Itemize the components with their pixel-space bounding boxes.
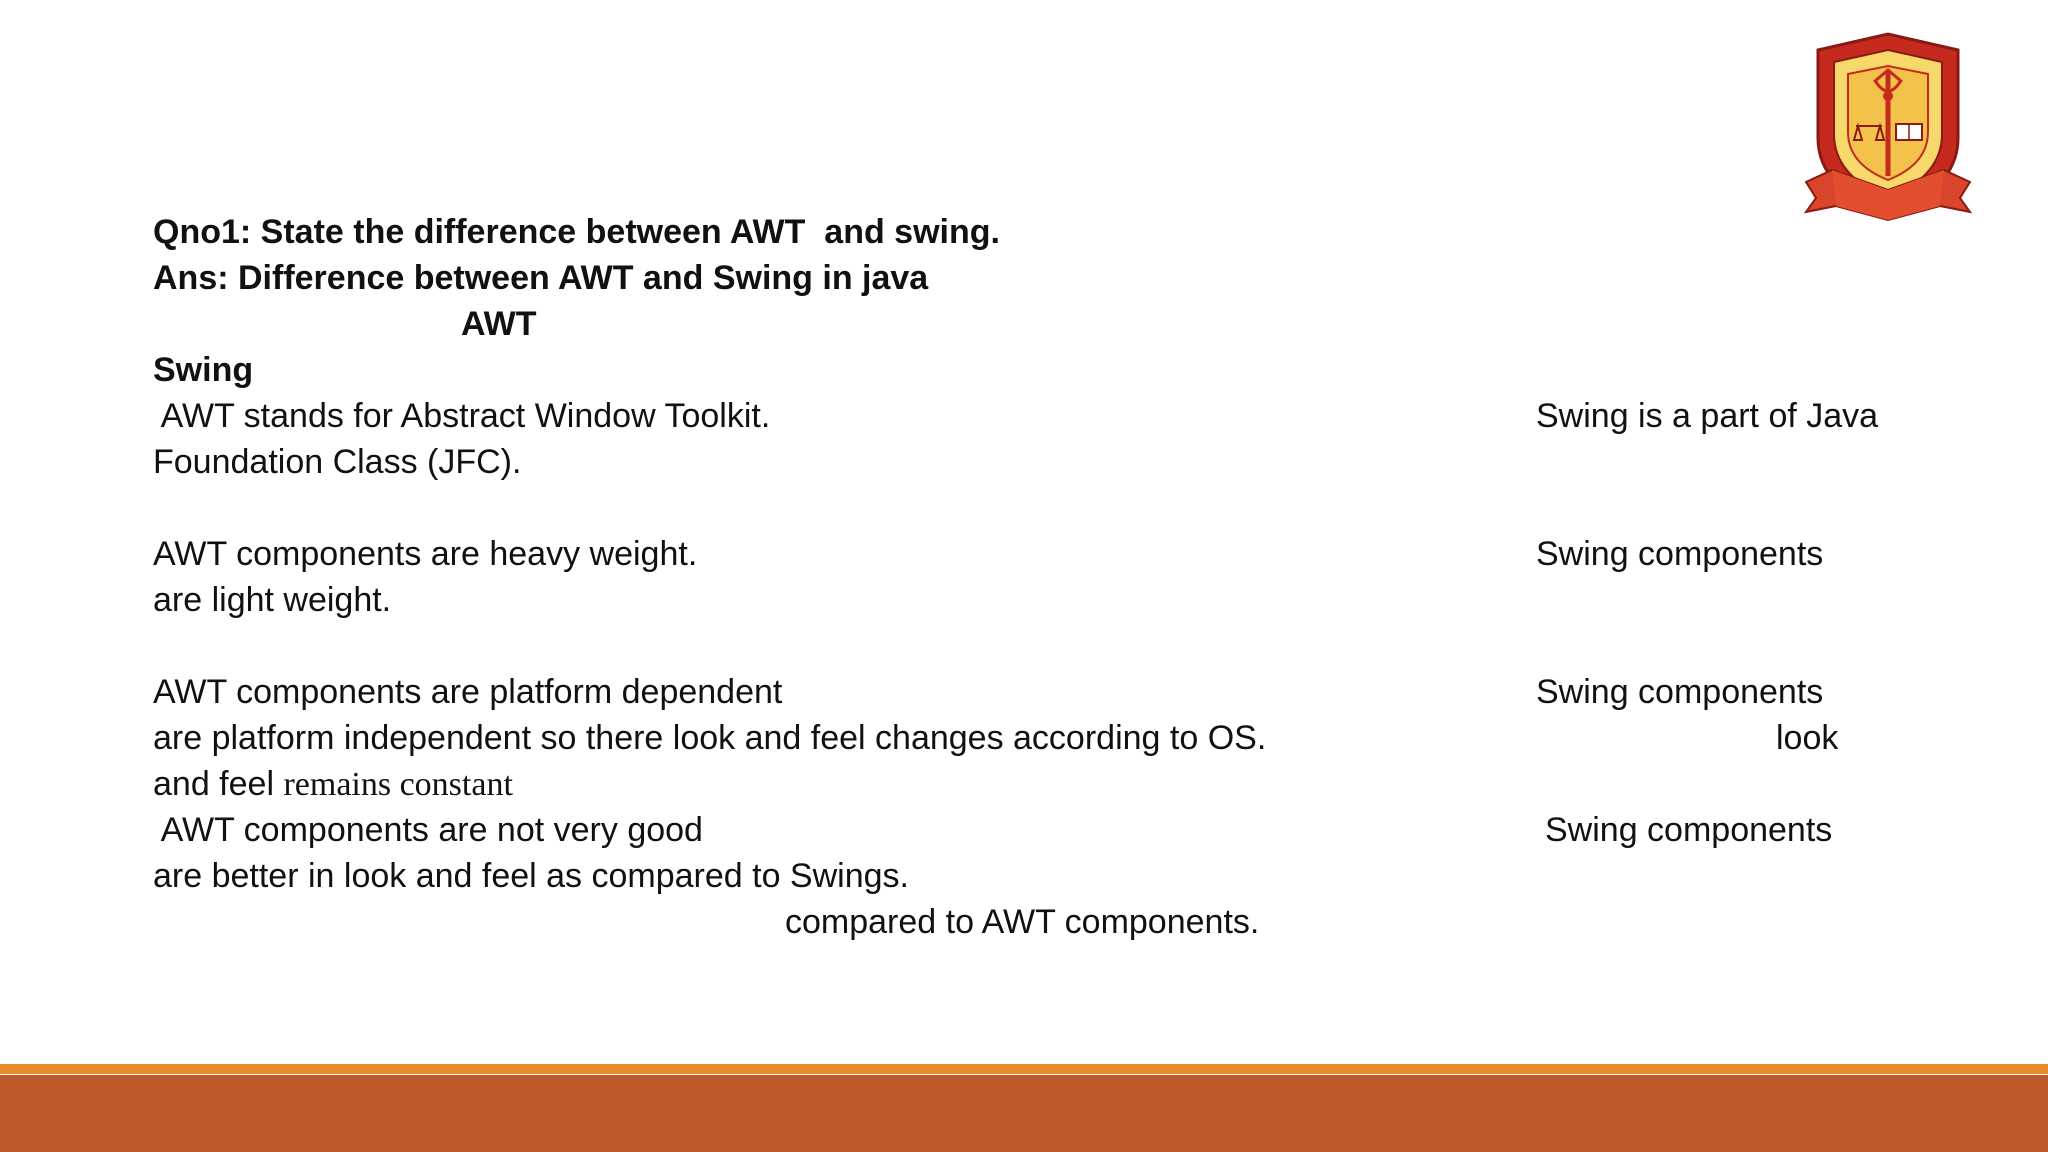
header-awt: AWT [461,305,537,343]
row-3-swing: Swing components [1536,673,1824,711]
row-3-wrap: are platform independent so there look and feel changes according to OS. [153,719,1267,757]
answer-text: Ans: Difference between AWT and Swing in java [153,259,929,297]
row-4-swing: Swing components [1545,811,1833,849]
row-3-awt: AWT components are platform dependent [153,673,783,711]
row-3-wrap2-sans: and feel [153,765,284,803]
row-1-wrap: Foundation Class (JFC). [153,443,522,481]
row-2-swing: Swing components [1536,535,1824,573]
row-3-wrap2 [153,761,513,808]
trust-logo [1804,30,1972,226]
row-3-wrap-right: look [1776,719,1839,757]
row-2-wrap: are light weight. [153,581,392,619]
question-text: Qno1: State the difference between AWT and swing. [153,213,1000,251]
row-4-awt: AWT components are not very good [153,811,703,849]
row-1-swing: Swing is a part of Java [1536,397,1879,435]
row-2-awt: AWT components are heavy weight. [153,535,698,573]
row-4-wrap2: compared to AWT components. [785,903,1260,941]
footer-bar [0,1075,2048,1152]
footer-accent-bar [0,1064,2048,1074]
row-3-wrap2-serif: remains constant [283,766,513,803]
row-1-awt: AWT stands for Abstract Window Toolkit. [153,397,771,435]
row-4-wrap: are better in look and feel as compared to Swings. [153,857,909,895]
header-swing: Swing [153,351,254,389]
